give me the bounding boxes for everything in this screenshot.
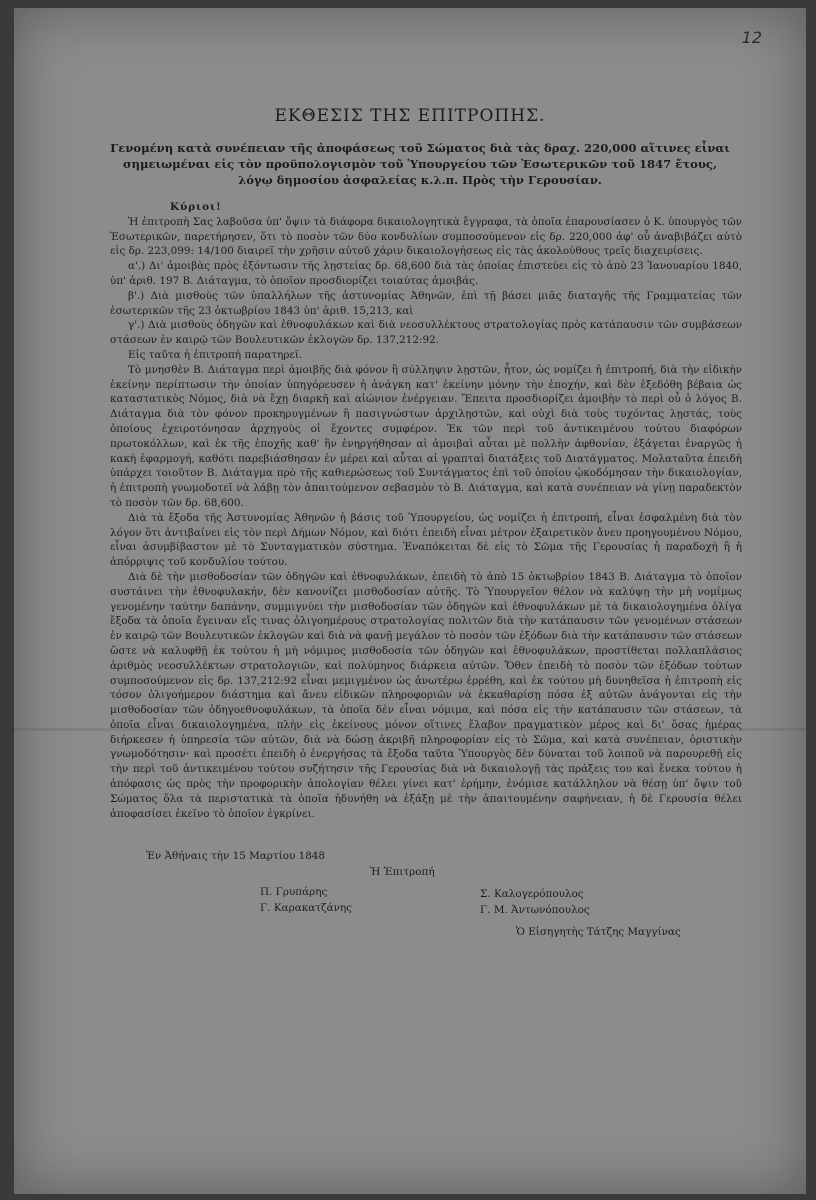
paragraph: Διὰ τὰ ἔξοδα τῆς Ἀστυνομίας Ἀθηνῶν ἡ βάσις τοῦ Ὑπουργείου, ὡς νομίζει ἡ ἐπιτροπή, εἶναι ἐσφαλμένη διὰ τὸν λόγον ὅτι ἀντιβαίνει εἰς τὸν περὶ Δήμων Νόμον, καὶ διότι ἐπειδὴ εἶναι μέτρον ἐξαιρετικὸν ἄνευ προηγουμένου Νόμου, εἶναι ἀσυμβίβαστον μὲ τὸ Συνταγματικὸν σύστημα. Ἐναπόκειται δὲ εἰς τὸ Σῶμα τῆς Γερουσίας ἡ παραδοχὴ ἢ ἡ ἀπόρριψις τοῦ κονδυλίου τούτου. xyxy=(110,511,742,569)
committee-label: Ἡ Ἐπιτροπή xyxy=(370,866,435,878)
document-title: ΕΚΘΕΣΙΣ ΤΗΣ ΕΠΙΤΡΟΠΗΣ. xyxy=(274,106,546,126)
signature-block xyxy=(110,850,742,970)
paragraph: γ'.) Διὰ μισθοὺς ὁδηγῶν καὶ ἐθνοφυλάκων καὶ διὰ νεοσυλλέκτους στρατολογίας πρὸς κατάπαυσιν τῶν συμβάσεων στάσεων ἐν καιρῷ τῶν Βουλευτικῶν ἐκλογῶν δρ. 137,212:92. xyxy=(110,319,742,347)
rapporteur-signature: Ὁ Εἰσηγητὴς Τάτζης Μαγγίνας xyxy=(516,926,681,938)
page-number: 12 xyxy=(741,28,762,47)
paragraph: β'.) Διὰ μισθοὺς τῶν ὑπαλλήλων τῆς ἀστυνομίας Ἀθηνῶν, ἐπὶ τῇ βάσει μιᾶς διαταγῆς τῆς Γραμματείας τῶν ἐσωτερικῶν τῆς 23 ὀκτωβρίου 1843 ὑπ' ἀριθ. 15,213, καὶ xyxy=(110,289,742,317)
salutation: Κύριοι! xyxy=(170,201,222,213)
signature: Γ. Καρακατζάνης xyxy=(260,902,352,914)
signature: Γ. Μ. Ἀντωνόπουλος xyxy=(480,904,590,916)
signature: Π. Γρυπάρης xyxy=(260,886,328,898)
paragraph: Διὰ δὲ τὴν μισθοδοσίαν τῶν ὁδηγῶν καὶ ἐθνοφυλάκων, ἐπειδὴ τὸ ἀπὸ 15 ὀκτωβρίου 1843 Β. Διάταγμα τὸ ὁποῖον συστάινει τὴν ἐθνοφυλακήν, δὲν κανονίζει μισθοδοσίαν αὐτῆς. Τὸ Ὑπουργεῖον θέλον νὰ καλύψῃ τὴν μὴ νομίμως γενομένην ταύτην δαπάνην, συμμιγνύει τὴν μισθοδοσίαν τῶν ὁδηγῶν καὶ ἐθνοφυλάκων μὲ τὰ δικαιολογημένα ὀλίγα ἔξοδα τὰ ὁποῖα ἔγειναν εἴς τινας ὀλιγοημέρους στρατολογίας πολιτῶν διὰ τὴν κατάπαυσιν τῶν γενομένων στάσεων ἐν καιρῷ τῶν Βουλευτικῶν ἐκλογῶν καὶ διὰ νὰ φανῇ μεγάλον τὸ ποσὸν τῶν ἐξόδων διὰ τὴν κατάπαυσιν τῶν στάσεων ὥστε νὰ καλυφθῇ ἐκ τούτου ἡ μὴ νόμιμος μισθοδοσία τῶν ὁδηγῶν καὶ ἐθνοφυλάκων, προστίθεται πολλαπλάσιος ἀριθμὸς νεοσυλλέκτων στρατολογιῶν, καὶ πολύμηνος διάρκεια αὐτῶν. Ὅθεν ἐπειδὴ τὸ ποσὸν τῶν ἐξόδων τούτων συμποσούμενον εἰς δρ. 137,212:92 εἶναι μεμιγμένον ὡς ἀνωτέρω ἐρρέθη, καὶ ἐκ τούτου μὴ δυνηθεῖσα ἡ ἐπιτροπὴ εἰς τόσον ὀλιγοήμερον διάστημα καὶ ἄνευ εἰδικῶν πληροφοριῶν νὰ ἐκκαθαρίσῃ πόσα ἐξ αὐτῶν ἀνάγονται εἰς τὴν μισθοδοσίαν τῶν ὁδηγοεθνοφυλάκων, τὰ ὁποῖα δὲν εἶναι νόμιμα, καὶ πόσα εἰς τὴν κατάπαυσιν τῶν στάσεων, τὰ ὁποῖα εἶναι δικαιολογημένα, πλὴν εἰς ἐκείνους μόνον οἵτινες ἔλαβον πραγματικὸν μέρος καὶ δι' ὅσας ἡμέρας διήρκεσεν ἡ ὑπηρεσία τῶν αὐτῶν, διὰ νὰ δώσῃ ἀκριβῆ πληροφορίαν εἰς τὸ Σῶμα, καὶ κατὰ συνέπειαν, ὁριστικὴν γνωμοδότησιν· καὶ προσέτι ἐπειδὴ ὁ ἐνεργήσας τὰ ἔξοδα ταῦτα Ὑπουργὸς δὲν δύναται τοῦ λοιποῦ νὰ παρουρεθῇ εἰς τὴν περὶ τοῦ ἀντικειμένου τούτου συζήτησιν τῆς Γερουσίας διὰ νὰ δικαιολογῇ τὰς πράξεις του καὶ ἕνεκα τούτου ἡ ἀπόφασις ὡς πρὸς τὴν προφορικὴν ἀπολογίαν θέλει γίνει κατ' ἐρήμην, ἐνόμισε κατάλληλον νὰ θέσῃ ὑπ' ὄψιν τοῦ Σώματος ὅλα τὰ περιστατικὰ τὰ ὁποῖα ἠδυνήθη νὰ ἐξάξῃ μὲ τὴν ἀπαιτουμένην σαφήνειαν, ἡ δὲ Γερουσία θέλει ἀποφασίσει ἐκεῖνο τὸ ὁποῖον ἐγκρίνει. xyxy=(110,570,742,820)
signature: Σ. Καλογερόπουλος xyxy=(480,888,584,900)
paragraph: Ἡ ἐπιτροπὴ Σας λαβοῦσα ὑπ' ὄψιν τὰ διάφορα δικαιολογητικὰ ἔγγραφα, τὰ ὁποῖα ἐπαρουσίασεν ὁ Κ. ὑπουργὸς τῶν Ἐσωτερικῶν, παρετήρησεν, ὅτι τὸ ποσὸν τῶν δύο κονδυλίων συμποσούμενον εἰς δρ. 220,000 ἀφ' οὗ ἀναβιβάζει αὐτὸ εἰς δρ. 223,099: 14/100 διαιρεῖ τὴν χρῆσιν αὐτοῦ χάριν δικαιολογήσεως εἰς τὰς ἀκολούθους τρεῖς διαχειρίσεις. xyxy=(110,215,742,258)
paragraph: Εἰς ταῦτα ἡ ἐπιτροπὴ παρατηρεῖ. xyxy=(128,348,303,361)
paragraph: Τὸ μνησθὲν Β. Διάταγμα περὶ ἀμοιβῆς διὰ φόνον ἢ σύλληψιν λῃστῶν, ἦτον, ὡς νομίζει ἡ ἐπιτροπή, διὰ τὴν εἰδικὴν ἐκείνην περίπτωσιν τὴν ὁποίαν ὑπηγόρευσεν ἡ ἀνάγκη κατ' ἐκείνην μόνην τὴν ἐποχήν, καὶ δὲν ἐξεδόθη βέβαια ὡς καταστατικὸς Νόμος, διὰ νὰ ἔχῃ διαρκῆ καὶ αἰώνιον ἐνέργειαν. Ἔπειτα προσδιορίζει ἀμοιβὴν τὸ περὶ οὗ ὁ λόγος Β. Διάταγμα διὰ τὸν φόνον προκηρυγμένων ἢ πασιγνώστων ἀρχιλῃστῶν, καὶ οὐχὶ διὰ τοὺς τυχόντας λῃστάς, τοὺς ὁποίους ἐχειροτόνησαν ἀρχηγοὺς οἱ ἔχοντες συμφέρον. Ἐκ τῶν περὶ τοῦ ἀντικειμένου τούτου διαφόρων πρωτοκόλλων, καὶ ἐκ τῆς ἐποχῆς καθ' ἣν ἐνηργήθησαν αἱ ἀμοιβαὶ αὗται μὲ πολλὴν ἀφθονίαν, ἐξάγεται ἐναργῶς ἡ κακὴ ἐφαρμογή, καθότι παρεβιάσθησαν ἐν μέρει καὶ αὗται αἱ γραπταὶ διατάξεις τοῦ Διατάγματος. Μολαταῦτα ἐπειδὴ ὑπάρχει τοιοῦτον Β. Διάταγμα πρὸ τῆς καθιερώσεως τοῦ Συντάγματος ἐπὶ τοῦ ὁποίου ᾠκοδόμησαν τὴν δικαιολογίαν, ἡ ἐπιτροπὴ γνωμοδοτεῖ νὰ λάβῃ τὸν ἀπαιτούμενον σεβασμὸν τὸ Β. Διάταγμα, καὶ κατὰ συνέπειαν νὰ γίνῃ παραδεκτὸν τὸ ποσὸν τῶν δρ. 68,600. xyxy=(110,363,742,509)
document-body xyxy=(110,200,742,821)
document-page xyxy=(14,8,806,1194)
place-date: Ἐν Ἀθήναις τὴν 15 Μαρτίου 1848 xyxy=(146,850,326,862)
paragraph: α'.) Δι' ἀμοιβὰς πρὸς ἐξόντωσιν τῆς λῃστείας δρ. 68,600 διὰ τὰς ὁποίας ἐπιστεύει εἰς τὸ ἀπὸ 23 Ἰανουαρίου 1840, ὑπ' ἀριθ. 197 Β. Διάταγμα, τὸ ὁποῖον προσδιορίζει τοιαύτας ἀμοιβάς. xyxy=(110,260,742,287)
document-subtitle: Γενομένη κατὰ συνέπειαν τῆς ἀποφάσεως τοῦ Σώματος διὰ τὰς δραχ. 220,000 αἵτινες εἶναι σημειωμέναι εἰς τὸν προϋπολογισμὸν τοῦ Ὑπουργείου τῶν Ἐσωτερικῶν τοῦ 1847 ἔτους, λόγῳ δημοσίου ἀσφαλείας κ.λ.π. Πρὸς τὴν Γερουσίαν. xyxy=(110,141,730,187)
